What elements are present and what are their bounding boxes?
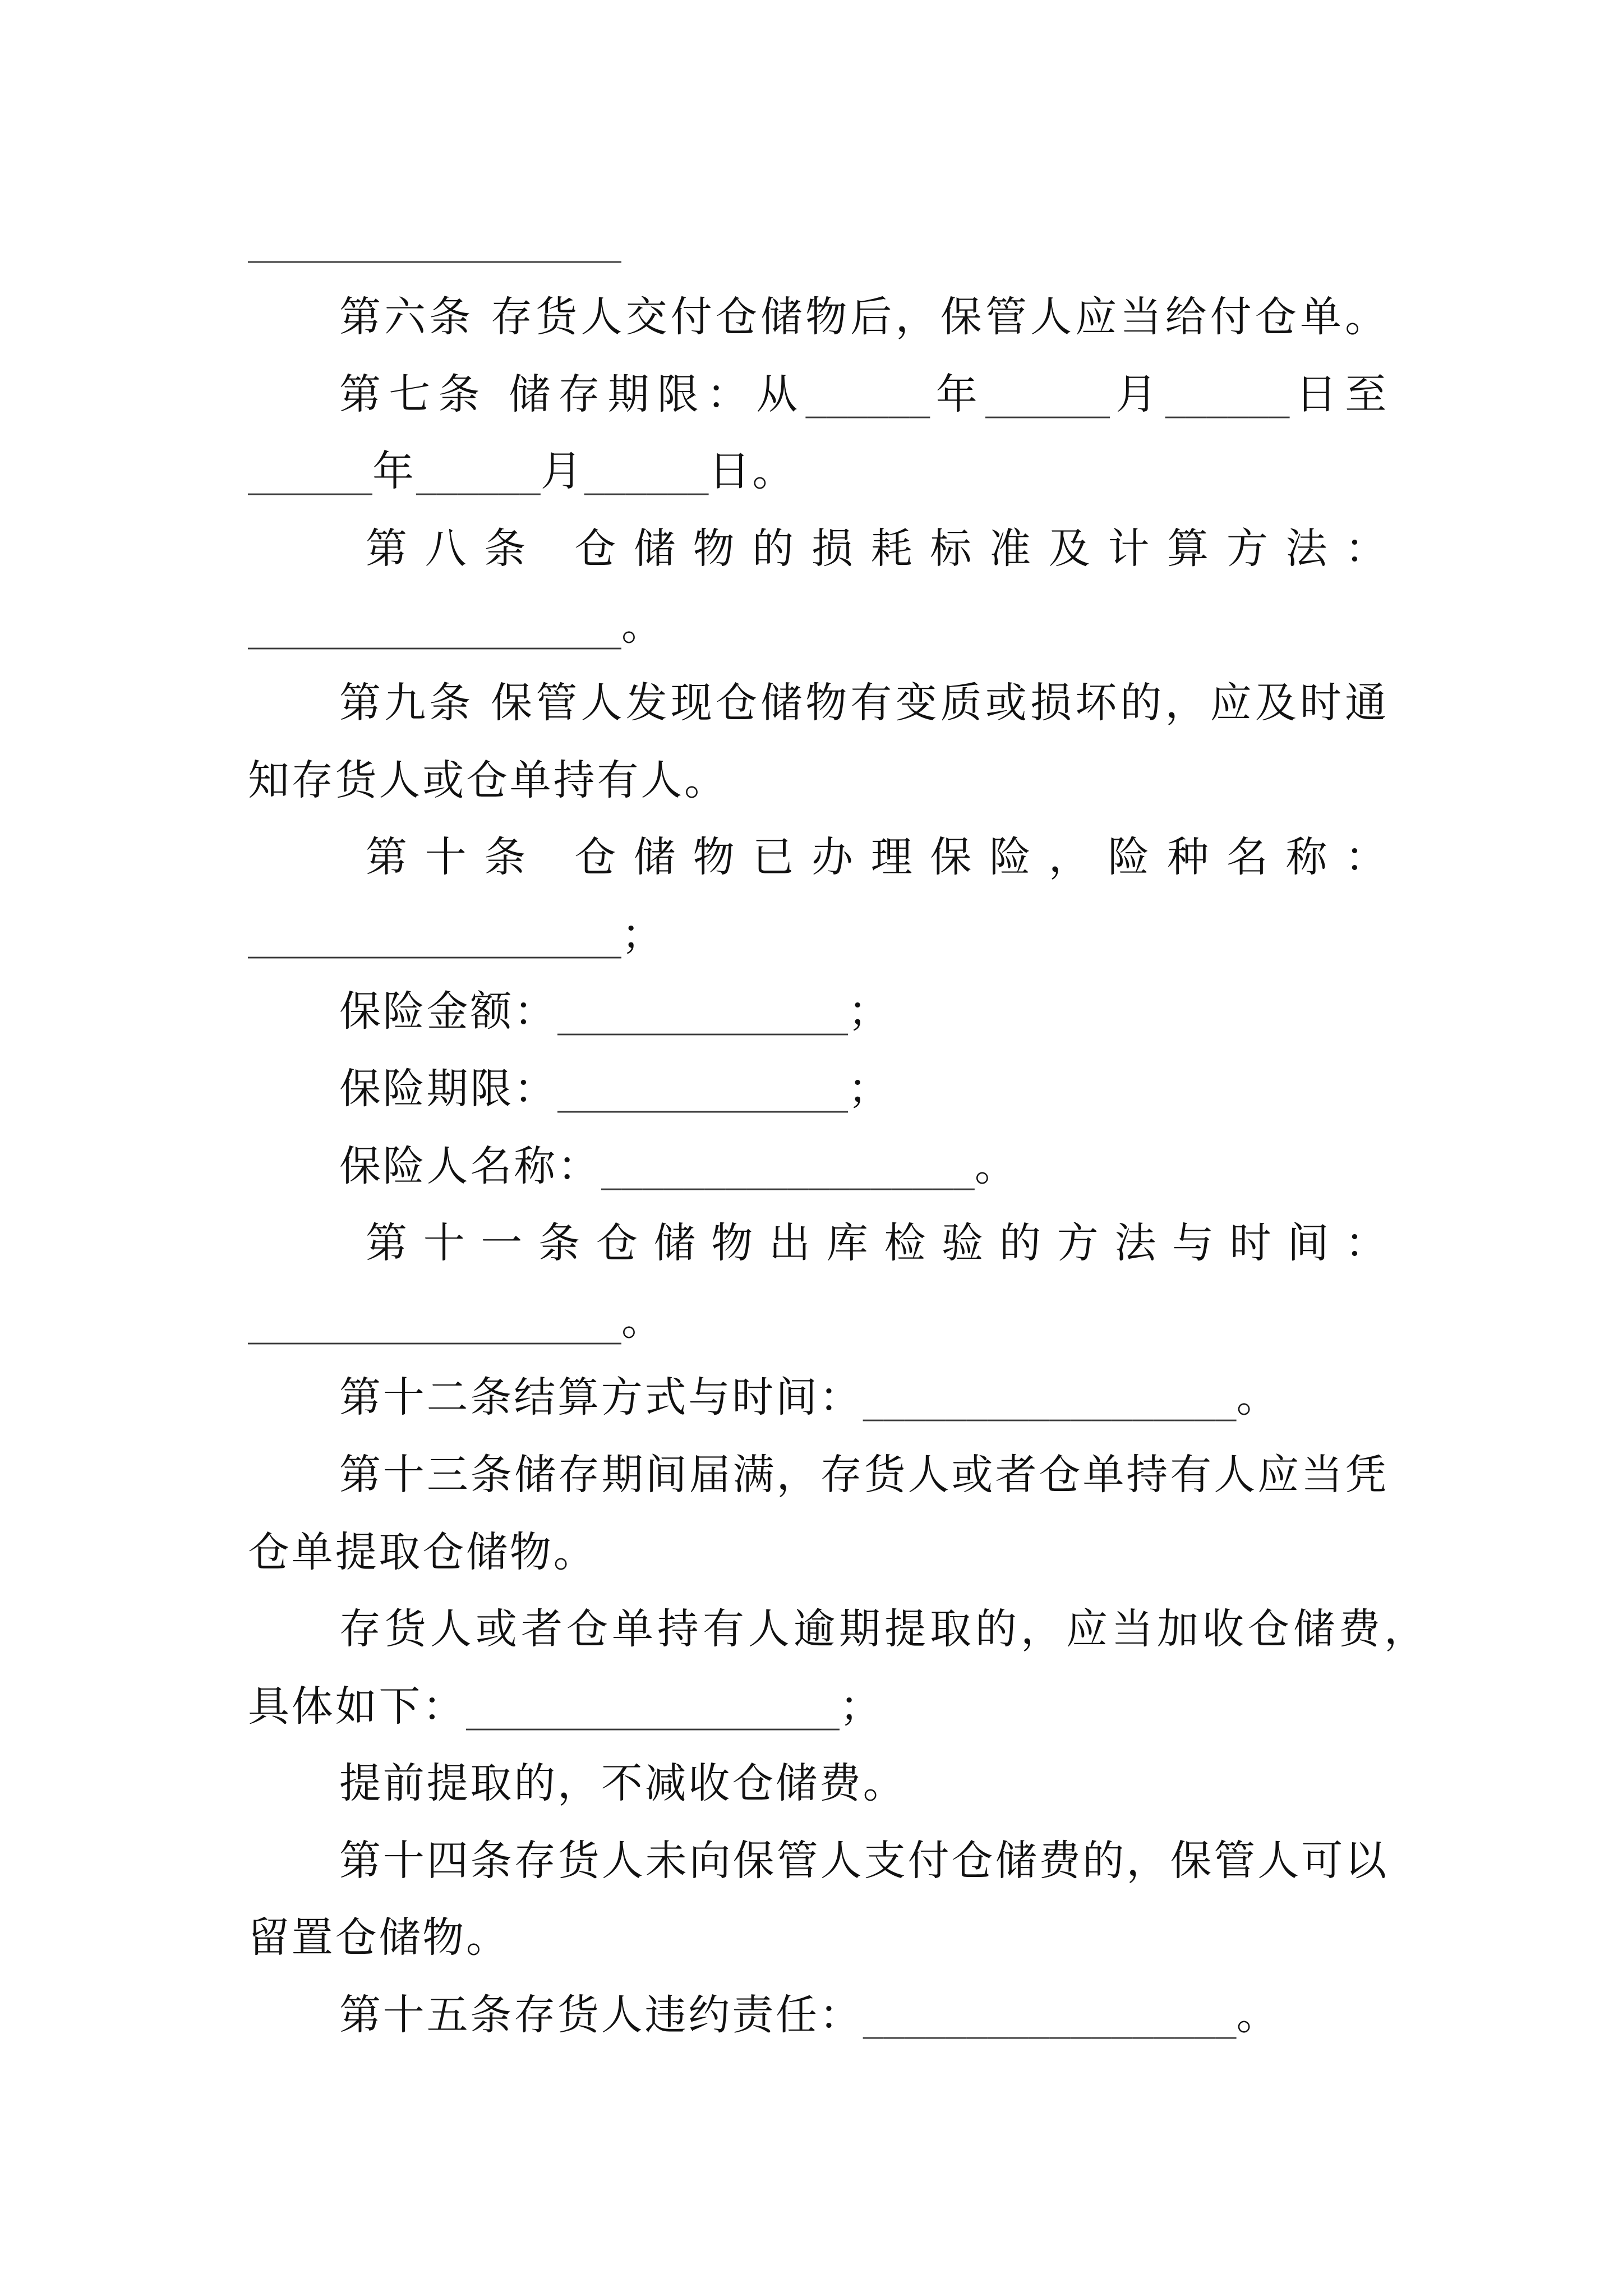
article-8-line-2: __________________。 xyxy=(248,601,665,650)
fill-in-blank: __________________ xyxy=(248,1296,621,1345)
fill-in-blank: ______ xyxy=(985,370,1110,418)
fill-in-blank: ______ xyxy=(1165,370,1290,418)
article-15: 第十五条存货人违约责任：__________________。 xyxy=(339,1991,1280,2040)
fill-in-blank: ______ xyxy=(248,447,372,496)
contract-text-body xyxy=(248,201,1430,2054)
fill-in-blank: ______ xyxy=(416,447,541,496)
fill-in-blank: ______ xyxy=(805,370,930,418)
article-6: 第六条 存货人交付仓储物后，保管人应当给付仓单。 xyxy=(339,293,1389,341)
article-11-line-1: 第十一条仓储物出库检验的方法与时间： xyxy=(366,1219,1389,1268)
fill-in-blank: __________________ xyxy=(466,1682,840,1731)
article-7-line-1: 第七条 储存期限：从______年______月______日至 xyxy=(339,370,1389,418)
fill-in-blank: __________________ xyxy=(248,910,621,959)
insurance-amount: 保险金额：______________； xyxy=(339,987,892,1036)
early-withdrawal-clause: 提前提取的，不减收仓储费。 xyxy=(339,1759,907,1808)
insurer-name: 保险人名称：__________________。 xyxy=(339,1142,1018,1190)
article-14-line-1: 第十四条存货人未向保管人支付仓储费的，保管人可以 xyxy=(339,1836,1389,1885)
article-10-line-1: 第十条 仓储物已办理保险，险种名称： xyxy=(366,833,1389,882)
fill-in-blank: __________________ xyxy=(248,601,621,650)
article-13-line-2: 仓单提取仓储物。 xyxy=(248,1527,597,1576)
article-10-line-2: __________________； xyxy=(248,910,665,959)
article-14-line-2: 留置仓储物。 xyxy=(248,1913,510,1962)
previous-page-blank-line xyxy=(248,201,1389,279)
overdue-fee-line-2: 具体如下：__________________； xyxy=(248,1682,883,1731)
article-13-line-1: 第十三条储存期间届满，存货人或者仓单持有人应当凭 xyxy=(339,1450,1389,1499)
fill-in-blank: ______ xyxy=(584,447,709,496)
fill-in-blank: __________________ xyxy=(863,1373,1237,1422)
fill-in-blank: __________________ xyxy=(863,1991,1237,2040)
fill-in-blank: ______________ xyxy=(557,1064,848,1113)
article-7-line-2: ______年______月______日。 xyxy=(248,447,796,496)
fill-in-blank: __________________ xyxy=(248,215,621,263)
article-9-line-1: 第九条 保管人发现仓储物有变质或损坏的，应及时通 xyxy=(339,678,1389,727)
overdue-fee-line-1: 存货人或者仓单持有人逾期提取的，应当加收仓储费， xyxy=(339,1605,1430,1654)
article-9-line-2: 知存货人或仓单持有人。 xyxy=(248,756,728,804)
fill-in-blank: __________________ xyxy=(601,1142,975,1190)
fill-in-blank: ______________ xyxy=(557,987,848,1036)
article-11-line-2: __________________。 xyxy=(248,1296,665,1345)
article-12: 第十二条结算方式与时间：__________________。 xyxy=(339,1373,1280,1422)
article-8-line-1: 第八条 仓储物的损耗标准及计算方法： xyxy=(366,524,1389,573)
insurance-period: 保险期限：______________； xyxy=(339,1064,892,1113)
